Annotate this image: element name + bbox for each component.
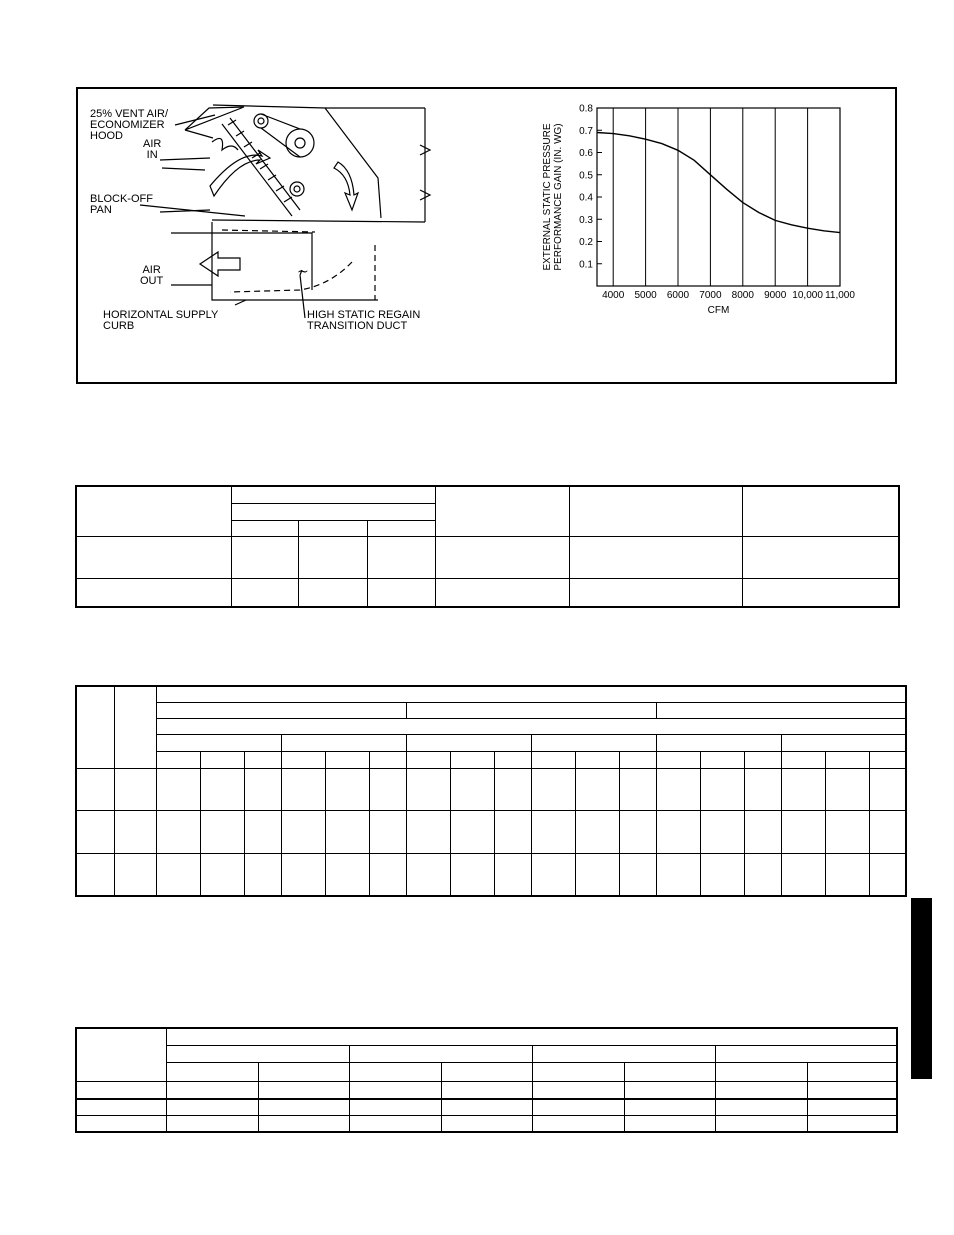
t2-cell — [76, 810, 114, 853]
table-3 — [75, 1027, 898, 1133]
t3-cell — [166, 1116, 258, 1132]
t2-cell — [494, 768, 531, 810]
t3-cell — [624, 1099, 715, 1116]
t2-cell — [700, 853, 744, 896]
t3-cell — [76, 1116, 166, 1132]
t1-cell — [742, 536, 899, 578]
t2-cell — [450, 853, 494, 896]
t1-header-cell — [367, 520, 435, 536]
t2-cell — [619, 853, 656, 896]
t3-header-cell — [807, 1062, 897, 1081]
t2-cell — [406, 810, 450, 853]
t2-cell — [114, 810, 156, 853]
t3-header-cell — [715, 1062, 807, 1081]
t2-cell — [531, 810, 575, 853]
t3-cell — [76, 1099, 166, 1116]
air-out-duct — [171, 233, 312, 290]
t2-header-cell — [369, 751, 406, 768]
t2-cell — [531, 768, 575, 810]
x-tick-label: 5000 — [634, 290, 657, 301]
t1-cell — [569, 578, 742, 607]
t2-cell — [700, 810, 744, 853]
table-2 — [75, 685, 907, 897]
performance-gain-chart — [530, 95, 890, 320]
t3-header-cell — [349, 1062, 441, 1081]
t3-cell — [532, 1116, 624, 1132]
t3-cell — [349, 1081, 441, 1098]
t2-cell — [869, 853, 906, 896]
t2-header-cell — [575, 751, 619, 768]
damper-blades — [222, 118, 300, 216]
t2-cell — [656, 768, 700, 810]
label-air-out: AIR OUT — [140, 264, 164, 287]
t2-cell — [406, 853, 450, 896]
t3-cell — [258, 1081, 349, 1098]
hood-outline — [185, 107, 244, 130]
svg-text:~: ~ — [297, 264, 309, 280]
t2-cell — [450, 768, 494, 810]
y-tick-label: 0.1 — [579, 259, 593, 271]
t3-header-cell — [76, 1028, 166, 1081]
t2-cell — [619, 810, 656, 853]
x-tick-label: 8000 — [731, 290, 754, 301]
t2-cell — [825, 810, 869, 853]
unit-casing-right — [325, 108, 425, 222]
t2-cell — [325, 768, 369, 810]
x-tick-label: 9000 — [764, 290, 787, 301]
t1-cell — [435, 536, 569, 578]
t3-cell — [532, 1081, 624, 1098]
t3-header-cell — [532, 1045, 715, 1062]
t2-cell — [656, 810, 700, 853]
t2-cell — [281, 853, 325, 896]
t2-cell — [744, 768, 781, 810]
y-tick-label: 0.5 — [579, 170, 593, 182]
t2-header-cell — [244, 751, 281, 768]
t1-header-cell — [231, 520, 298, 536]
t3-cell — [349, 1116, 441, 1132]
t2-cell — [369, 853, 406, 896]
t2-cell — [325, 810, 369, 853]
t2-header-cell — [281, 751, 325, 768]
x-tick-label: 6000 — [666, 290, 690, 301]
t2-header-cell — [700, 751, 744, 768]
t2-cell — [869, 810, 906, 853]
t2-cell — [744, 810, 781, 853]
t2-header-cell — [156, 734, 281, 751]
t3-cell — [532, 1099, 624, 1116]
t2-cell — [325, 853, 369, 896]
t3-cell — [715, 1099, 807, 1116]
unit-casing — [213, 105, 381, 218]
unit-base — [212, 220, 425, 222]
t2-header-cell — [781, 734, 906, 751]
t3-cell — [76, 1081, 166, 1098]
y-tick-label: 0.6 — [579, 148, 593, 159]
t2-cell — [281, 768, 325, 810]
t3-header-cell — [441, 1062, 532, 1081]
t2-cell — [200, 768, 244, 810]
t2-cell — [244, 768, 281, 810]
t2-header-cell — [531, 751, 575, 768]
t2-cell — [825, 768, 869, 810]
t2-header-cell — [76, 686, 114, 768]
t3-cell — [441, 1081, 532, 1098]
t1-cell — [367, 578, 435, 607]
t2-header-cell — [156, 686, 906, 702]
t2-header-cell — [406, 751, 450, 768]
t1-cell — [76, 536, 231, 578]
y-axis-label: EXTERNAL STATIC PRESSURE — [542, 123, 553, 271]
t2-cell — [76, 768, 114, 810]
t2-cell — [114, 853, 156, 896]
t1-header-cell — [298, 520, 367, 536]
x-axis-label: CFM — [707, 305, 730, 316]
t1-cell — [76, 578, 231, 607]
t2-header-cell — [619, 751, 656, 768]
air-out-arrow — [200, 252, 240, 276]
t2-header-cell — [156, 702, 406, 718]
t1-cell — [569, 536, 742, 578]
t1-cell — [231, 578, 298, 607]
label-horizontal-supply-curb: HORIZONTAL SUPPLY CURB — [103, 309, 219, 332]
t2-cell — [869, 768, 906, 810]
t3-header-cell — [166, 1062, 258, 1081]
y-tick-label: 0.8 — [579, 103, 593, 115]
t2-header-cell — [656, 734, 781, 751]
t2-header-cell — [744, 751, 781, 768]
x-tick-label: 4000 — [602, 290, 625, 301]
t2-header-cell — [531, 734, 656, 751]
t2-cell — [156, 853, 200, 896]
t2-cell — [406, 768, 450, 810]
t2-cell — [781, 853, 825, 896]
t1-header-cell — [231, 503, 435, 520]
t2-cell — [156, 768, 200, 810]
t3-cell — [441, 1099, 532, 1116]
t3-header-cell — [258, 1062, 349, 1081]
t2-cell — [369, 810, 406, 853]
t3-header-cell — [166, 1045, 349, 1062]
t3-header-cell — [715, 1045, 897, 1062]
t2-header-cell — [325, 751, 369, 768]
label-transition-duct: HIGH STATIC REGAIN TRANSITION DUCT — [307, 309, 421, 332]
t2-header-cell — [156, 718, 906, 734]
t3-cell — [807, 1081, 897, 1098]
t1-cell — [231, 536, 298, 578]
t3-cell — [166, 1099, 258, 1116]
y-axis-label: PERFORMANCE GAIN (IN. WG) — [553, 123, 564, 271]
t2-cell — [744, 853, 781, 896]
t3-cell — [807, 1099, 897, 1116]
plot-frame — [597, 108, 840, 286]
t2-cell — [76, 853, 114, 896]
air-in-arrow — [210, 150, 270, 196]
x-tick-label: 10,000 — [792, 290, 823, 301]
t2-header-cell — [200, 751, 244, 768]
return-arrow — [334, 162, 358, 210]
t2-header-cell — [656, 751, 700, 768]
t2-cell — [531, 853, 575, 896]
curb — [212, 222, 378, 300]
t3-cell — [349, 1099, 441, 1116]
t1-cell — [367, 536, 435, 578]
t2-cell — [656, 853, 700, 896]
t1-header-cell — [231, 486, 435, 503]
t2-cell — [200, 853, 244, 896]
t3-cell — [624, 1116, 715, 1132]
t2-cell — [200, 810, 244, 853]
t1-header-cell — [569, 486, 742, 536]
t2-cell — [244, 810, 281, 853]
table-1 — [75, 485, 900, 608]
t2-header-cell — [450, 751, 494, 768]
t2-cell — [825, 853, 869, 896]
label-hood: 25% VENT AIR/ ECONOMIZER HOOD — [90, 108, 169, 142]
x-tick-label: 7000 — [699, 290, 722, 301]
t2-cell — [781, 768, 825, 810]
t1-header-cell — [76, 486, 231, 536]
t2-cell — [700, 768, 744, 810]
air-in-duct — [160, 158, 210, 212]
t2-cell — [156, 810, 200, 853]
t2-header-cell — [114, 686, 156, 768]
t2-cell — [369, 768, 406, 810]
t3-cell — [166, 1081, 258, 1098]
t3-header-cell — [532, 1062, 624, 1081]
t2-header-cell — [494, 751, 531, 768]
t2-cell — [575, 853, 619, 896]
t3-header-cell — [166, 1028, 897, 1045]
t2-cell — [114, 768, 156, 810]
t2-cell — [450, 810, 494, 853]
section-tab-marker — [911, 898, 932, 1079]
t2-cell — [619, 768, 656, 810]
y-tick-label: 0.4 — [579, 192, 593, 204]
t1-cell — [298, 536, 367, 578]
t3-cell — [715, 1081, 807, 1098]
t3-header-cell — [349, 1045, 532, 1062]
label-air-in: AIR IN — [143, 138, 162, 161]
t1-header-cell — [742, 486, 899, 536]
t3-cell — [624, 1081, 715, 1098]
y-tick-label: 0.2 — [579, 237, 593, 248]
t2-cell — [575, 768, 619, 810]
label-block-off-pan: BLOCK-OFF PAN — [90, 193, 153, 216]
series-line — [597, 133, 840, 233]
t3-cell — [441, 1116, 532, 1132]
t2-header-cell — [156, 751, 200, 768]
fan-circle — [286, 129, 314, 157]
x-tick-label: 11,000 — [825, 290, 855, 301]
t2-cell — [494, 810, 531, 853]
y-tick-label: 0.7 — [579, 125, 593, 137]
t2-header-cell — [825, 751, 869, 768]
t1-header-cell — [435, 486, 569, 536]
t2-header-cell — [281, 734, 406, 751]
t3-cell — [807, 1116, 897, 1132]
t2-cell — [781, 810, 825, 853]
t1-cell — [742, 578, 899, 607]
t2-header-cell — [656, 702, 906, 718]
t2-cell — [575, 810, 619, 853]
t3-cell — [715, 1116, 807, 1132]
t2-cell — [244, 853, 281, 896]
t2-cell — [281, 810, 325, 853]
t2-header-cell — [869, 751, 906, 768]
t2-cell — [494, 853, 531, 896]
t3-cell — [258, 1099, 349, 1116]
t3-header-cell — [624, 1062, 715, 1081]
t2-header-cell — [406, 734, 531, 751]
t2-header-cell — [406, 702, 656, 718]
t1-cell — [298, 578, 367, 607]
t1-cell — [435, 578, 569, 607]
y-tick-label: 0.3 — [579, 214, 593, 226]
t3-cell — [258, 1116, 349, 1132]
t2-header-cell — [781, 751, 825, 768]
